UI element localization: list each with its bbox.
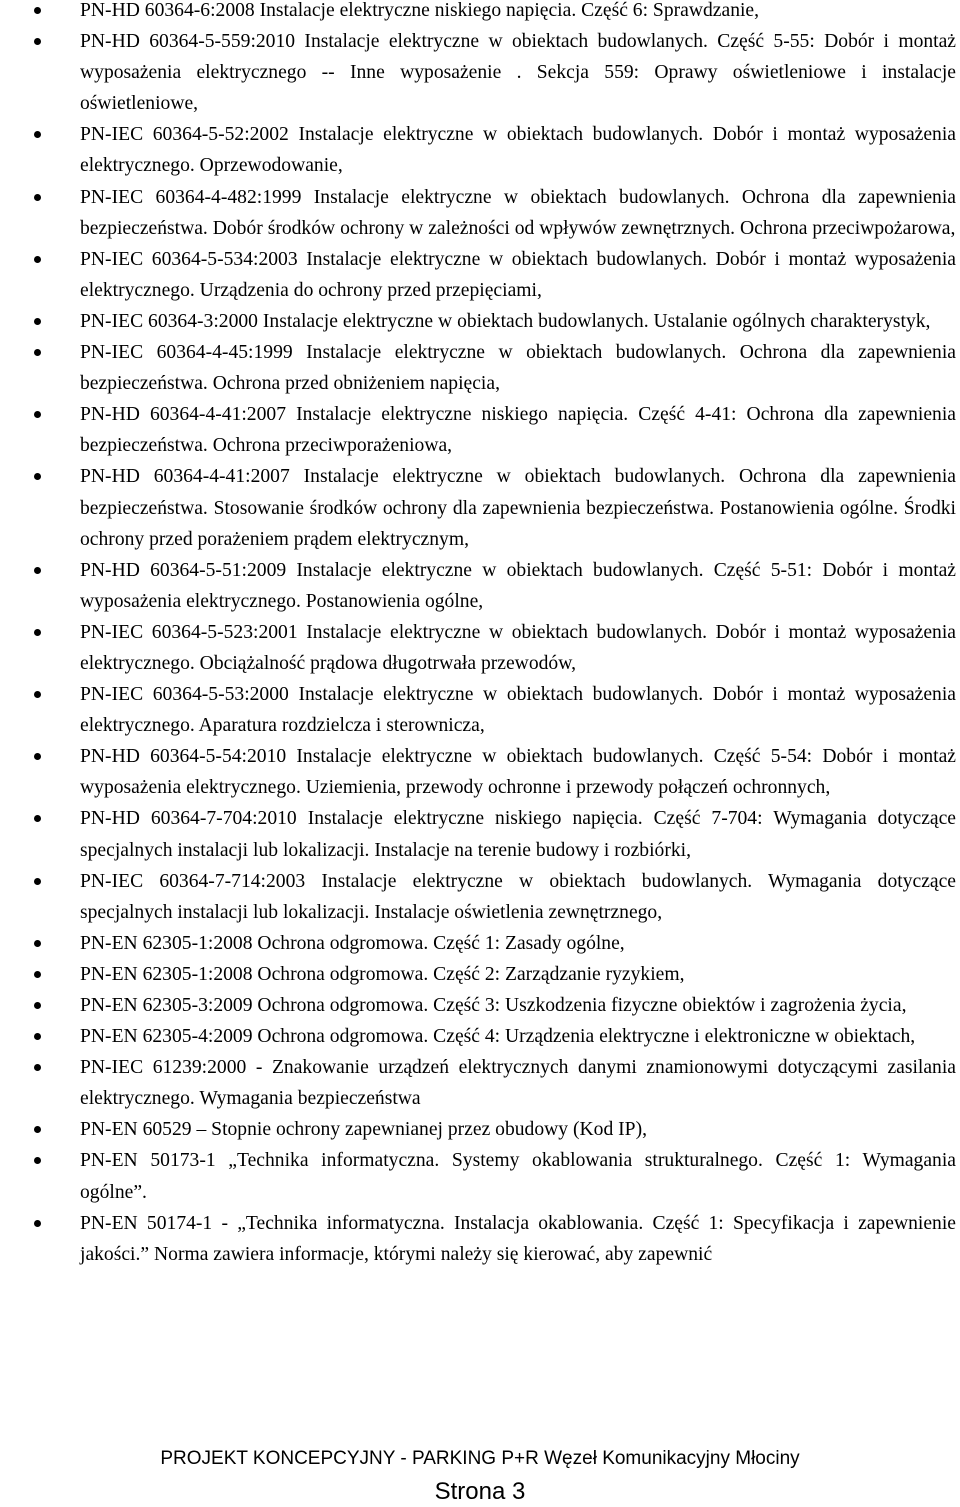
bullet-icon: [34, 815, 41, 822]
bullet-icon: [34, 1033, 41, 1040]
standard-list-item: [0, 555, 960, 617]
standard-text: PN-EN 60529 – Stopnie ochrony zapewnianej przez obudowy (Kod IP),: [80, 1119, 648, 1141]
standard-text: PN-IEC 60364-4-482:1999 Instalacje elektryczne w obiektach budowlanych. Ochrona dla zapewnienia bezpieczeństwa. Dobór środków ochrony w zależności od wpływów zewnętrznych. Ochrona przeciwpożarowa,: [80, 186, 956, 239]
standard-text: PN-IEC 60364-3:2000 Instalacje elektryczne w obiektach budowlanych. Ustalanie ogólnych charakterystyk,: [80, 310, 931, 332]
bullet-icon: [34, 38, 41, 45]
standard-list-item: [0, 1052, 960, 1114]
standard-list-item: [0, 990, 960, 1021]
standard-list-item: [0, 306, 960, 337]
standard-list-item: [0, 679, 960, 741]
standard-list-item: [0, 1021, 960, 1052]
bullet-icon: [34, 1002, 41, 1009]
standard-text: PN-HD 60364-7-704:2010 Instalacje elektryczne niskiego napięcia. Część 7-704: Wymagania dotyczące specjalnych instalacji lub lokalizacji. Instalacje na terenie budowy i rozbiórki,: [80, 808, 956, 861]
standard-text: PN-HD 60364-5-51:2009 Instalacje elektryczne w obiektach budowlanych. Część 5-51: Dobór i montaż wyposażenia elektrycznego. Postanowienia ogólne,: [80, 559, 956, 612]
standard-list-item: [0, 617, 960, 679]
standard-list-item: [0, 399, 960, 461]
bullet-icon: [34, 567, 41, 574]
standard-text: PN-IEC 60364-5-523:2001 Instalacje elektryczne w obiektach budowlanych. Dobór i montaż wyposażenia elektrycznego. Obciążalność prądowa długotrwała przewodów,: [80, 621, 956, 674]
footer-project-title: PROJEKT KONCEPCYJNY - PARKING P+R Węzeł Komunikacyjny Młociny: [160, 1448, 800, 1469]
standard-list-item: [0, 244, 960, 306]
bullet-icon: [34, 1064, 41, 1071]
standard-list-item: [0, 119, 960, 181]
bullet-icon: [34, 1220, 41, 1227]
bullet-icon: [34, 473, 41, 480]
bullet-icon: [34, 131, 41, 138]
standard-text: PN-HD 60364-4-41:2007 Instalacje elektryczne w obiektach budowlanych. Ochrona dla zapewnienia bezpieczeństwa. Stosowanie środków ochrony dla zapewnienia bezpieczeństwa. Postanowienia ogólne. Środki ochrony przed porażeniem prądem elektrycznym,: [80, 466, 956, 550]
standard-text: PN-HD 60364-5-54:2010 Instalacje elektryczne w obiektach budowlanych. Część 5-54: Dobór i montaż wyposażenia elektrycznego. Uziemienia, przewody ochronne i przewody połączeń ochronnych,: [80, 746, 956, 799]
bullet-icon: [34, 878, 41, 885]
bullet-icon: [34, 1126, 41, 1133]
standard-text: PN-HD 60364-4-41:2007 Instalacje elektryczne niskiego napięcia. Część 4-41: Ochrona dla zapewnienia bezpieczeństwa. Ochrona przeciwporażeniowa,: [80, 404, 956, 457]
standard-list-item: [0, 741, 960, 803]
standard-list-item: [0, 461, 960, 554]
standard-list-item: [0, 0, 960, 26]
bullet-icon: [34, 349, 41, 356]
bullet-icon: [34, 629, 41, 636]
standard-list-item: [0, 803, 960, 865]
standard-text: PN-IEC 60364-5-53:2000 Instalacje elektryczne w obiektach budowlanych. Dobór i montaż wyposażenia elektrycznego. Aparatura rozdzielcza i sterownicza,: [80, 684, 956, 737]
bullet-icon: [34, 1157, 41, 1164]
standard-text: PN-IEC 61239:2000 - Znakowanie urządzeń elektrycznych danymi znamionowymi dotyczącymi zasilania elektrycznego. Wymagania bezpieczeństwa: [80, 1057, 956, 1110]
page-number: Strona 3: [434, 1478, 526, 1505]
standard-text: PN-HD 60364-5-559:2010 Instalacje elektryczne w obiektach budowlanych. Część 5-55: Dobór i montaż wyposażenia elektrycznego -- Inne wyposażenie . Sekcja 559: Oprawy oświetleniowe i instalacje oświetleniowe,: [80, 31, 956, 115]
standard-list-item: [0, 928, 960, 959]
standard-list-item: [0, 337, 960, 399]
bullet-icon: [34, 940, 41, 947]
standard-text: PN-IEC 60364-5-534:2003 Instalacje elektryczne w obiektach budowlanych. Dobór i montaż wyposażenia elektrycznego. Urządzenia do ochrony przed przepięciami,: [80, 248, 956, 301]
bullet-icon: [34, 971, 41, 978]
standard-text: PN-EN 50174-1 - „Technika informatyczna. Instalacja okablowania. Część 1: Specyfikacja i zapewnienie jakości.” Norma zawiera informacje, którymi należy się kierować, aby zapewnić: [80, 1212, 956, 1265]
standard-text: PN-EN 62305-1:2008 Ochrona odgromowa. Część 2: Zarządzanie ryzykiem,: [80, 963, 685, 985]
standard-list-item: [0, 182, 960, 244]
standard-text: PN-EN 62305-4:2009 Ochrona odgromowa. Część 4: Urządzenia elektryczne i elektroniczne w obiektach,: [80, 1026, 916, 1048]
standard-text: PN-EN 50173-1 „Technika informatyczna. Systemy okablowania strukturalnego. Część 1: Wymagania ogólne”.: [80, 1150, 956, 1203]
bullet-icon: [34, 691, 41, 698]
standard-list-item: [0, 1145, 960, 1207]
bullet-icon: [34, 256, 41, 263]
standard-list-item: [0, 1114, 960, 1145]
standard-text: PN-IEC 60364-7-714:2003 Instalacje elektryczne w obiektach budowlanych. Wymagania dotyczące specjalnych instalacji lub lokalizacji. Instalacje oświetlenia zewnętrznego,: [80, 870, 956, 923]
standard-text: PN-EN 62305-1:2008 Ochrona odgromowa. Część 1: Zasady ogólne,: [80, 932, 625, 954]
bullet-icon: [34, 194, 41, 201]
standard-list-item: [0, 866, 960, 928]
standard-list-item: [0, 26, 960, 119]
bullet-icon: [34, 753, 41, 760]
bullet-icon: [34, 7, 41, 14]
standard-list-item: [0, 1208, 960, 1270]
standard-text: PN-HD 60364-6:2008 Instalacje elektryczne niskiego napięcia. Część 6: Sprawdzanie,: [80, 0, 760, 21]
bullet-icon: [34, 411, 41, 418]
standard-text: PN-EN 62305-3:2009 Ochrona odgromowa. Część 3: Uszkodzenia fizyczne obiektów i zagrożenia życia,: [80, 995, 907, 1016]
standard-list-item: [0, 959, 960, 990]
standard-text: PN-IEC 60364-5-52:2002 Instalacje elektryczne w obiektach budowlanych. Dobór i montaż wyposażenia elektrycznego. Oprzewodowanie,: [80, 124, 956, 177]
standard-text: PN-IEC 60364-4-45:1999 Instalacje elektryczne w obiektach budowlanych. Ochrona dla zapewnienia bezpieczeństwa. Ochrona przed obniżeniem napięcia,: [80, 342, 956, 395]
bullet-icon: [34, 318, 41, 325]
